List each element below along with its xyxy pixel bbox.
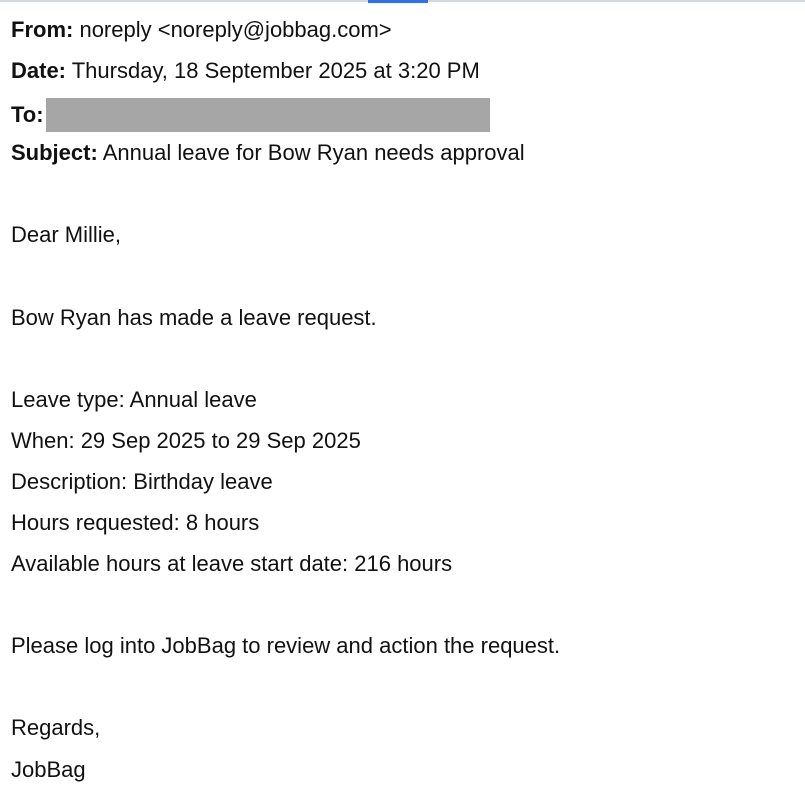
to-label: To: [11, 101, 44, 127]
date-label: Date: [11, 58, 67, 83]
greeting: Dear Millie, [11, 222, 122, 247]
intro-text: Bow Ryan has made a leave request. [11, 305, 377, 330]
signature: JobBag [11, 757, 86, 782]
from-line [11, 17, 392, 43]
to-line [11, 99, 490, 125]
available-hours: Available hours at leave start date: 216 hours [11, 551, 453, 576]
active-tab-indicator [368, 0, 428, 3]
from-label: From: [11, 17, 74, 42]
leave-when: When: 29 Sep 2025 to 29 Sep 2025 [11, 428, 361, 453]
subject-line [11, 140, 525, 166]
leave-type: Leave type: Annual leave [11, 387, 257, 412]
leave-description: Description: Birthday leave [11, 469, 273, 494]
subject-value: Annual leave for Bow Ryan needs approval [102, 140, 525, 165]
date-line [11, 58, 480, 84]
date-value: Thursday, 18 September 2025 at 3:20 PM [71, 58, 480, 83]
subject-label: Subject: [11, 140, 98, 165]
signoff: Regards, [11, 715, 101, 740]
redacted-recipient [46, 98, 490, 132]
instruction-text: Please log into JobBag to review and action the request. [11, 633, 561, 658]
from-value[interactable]: noreply <noreply@jobbag.com> [79, 17, 392, 42]
hours-requested: Hours requested: 8 hours [11, 510, 260, 535]
